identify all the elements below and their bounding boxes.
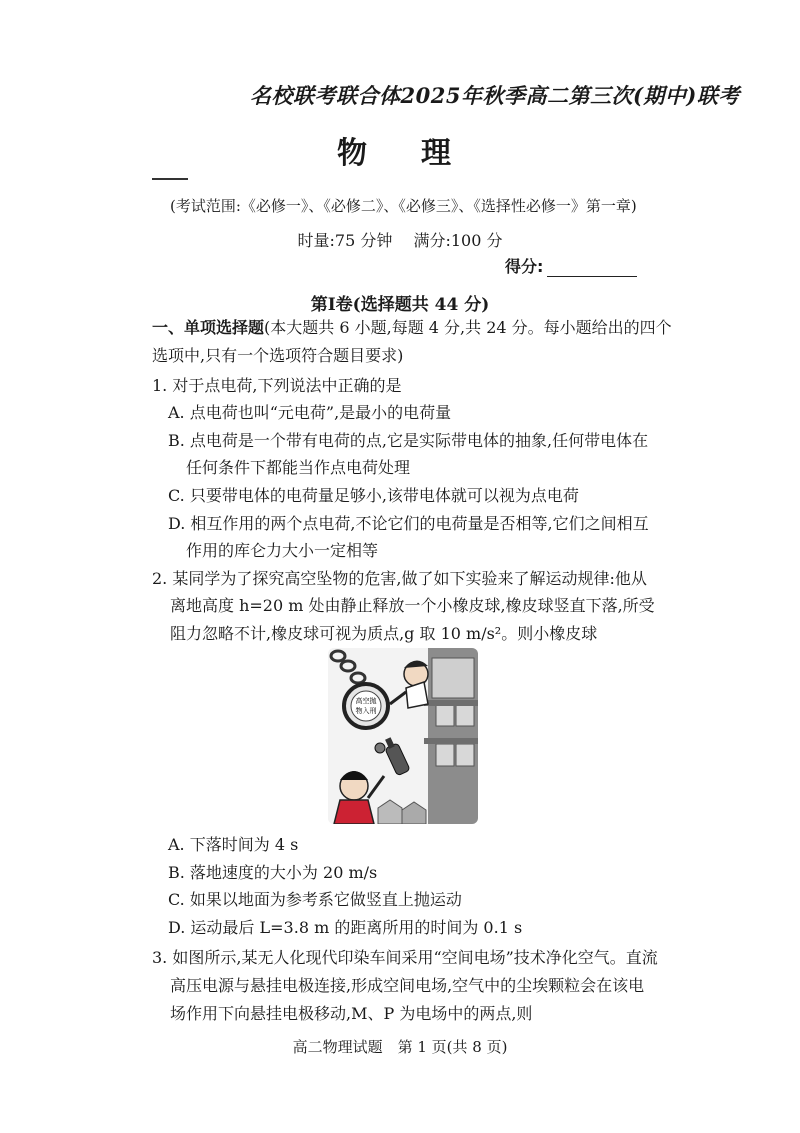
q2-stem-line3: 阻力忽略不计,橡皮球可视为质点,g 取 10 m/s²。则小橡皮球 xyxy=(170,624,598,643)
q2-stem-line2: 离地高度 h=20 m 处由静止释放一个小橡皮球,橡皮球竖直下落,所受 xyxy=(170,596,655,615)
q1-option-c: C. 只要带电体的电荷量足够小,该带电体就可以视为点电荷 xyxy=(168,486,579,505)
sign-line2: 物入刑 xyxy=(355,707,377,715)
cartoon-illustration xyxy=(328,648,478,824)
q1-option-d-line2: 作用的库仑力大小一定相等 xyxy=(186,541,379,560)
q1-option-d-line1: D. 相互作用的两个点电荷,不论它们的电荷量是否相等,它们之间相互 xyxy=(168,514,649,533)
score-label: 得分: xyxy=(505,257,544,276)
q3-stem-line2: 高压电源与悬挂电极连接,形成空间电场,空气中的尘埃颗粒会在该电 xyxy=(170,976,645,995)
section-desc-line1: (本大题共 6 小题,每题 4 分,共 24 分。每小题给出的四个 xyxy=(264,318,672,337)
page-footer: 高二物理试题 第 1 页(共 8 页) xyxy=(292,1038,508,1056)
exam-scope: (考试范围:《必修一》、《必修二》、《必修三》、《选择性必修一》第一章) xyxy=(170,197,637,215)
q2-option-d: D. 运动最后 L=3.8 m 的距离所用的时间为 0.1 s xyxy=(168,918,523,937)
q2-option-c: C. 如果以地面为参考系它做竖直上抛运动 xyxy=(168,890,462,909)
q3-stem-line1: 3. 如图所示,某无人化现代印染车间采用“空间电场”技术净化空气。直流 xyxy=(152,948,658,967)
exam-title: 名校联考联合体2025年秋季高二第三次(期中)联考 xyxy=(250,83,740,108)
section-desc-line2: 选项中,只有一个选项符合题目要求) xyxy=(152,346,404,365)
time-and-score: 时量:75 分钟 满分:100 分 xyxy=(297,231,503,250)
q1-option-b-line1: B. 点电荷是一个带有电荷的点,它是实际带电体的抽象,任何带电体在 xyxy=(168,431,649,450)
falling-object-cartoon xyxy=(328,648,478,824)
subject-title: 物 理 xyxy=(337,136,463,171)
part-title: 第Ⅰ卷(选择题共 44 分) xyxy=(310,295,490,315)
q2-option-b: B. 落地速度的大小为 20 m/s xyxy=(168,863,378,882)
q3-stem-line3: 场作用下向悬挂电极移动,M、P 为电场中的两点,则 xyxy=(170,1004,533,1023)
section-heading: 一、单项选择题 xyxy=(152,318,265,337)
q2-option-a: A. 下落时间为 4 s xyxy=(168,835,299,854)
score-blank xyxy=(547,262,637,277)
q2-stem-line1: 2. 某同学为了探究高空坠物的危害,做了如下实验来了解运动规律:他从 xyxy=(152,569,647,588)
score-field xyxy=(505,254,637,277)
q1-option-a: A. 点电荷也叫“元电荷”,是最小的电荷量 xyxy=(168,403,452,422)
sign-line1: 高空抛 xyxy=(355,697,377,705)
decorative-dash xyxy=(152,178,188,180)
q1-stem: 1. 对于点电荷,下列说法中正确的是 xyxy=(152,376,402,395)
section-heading-line xyxy=(152,318,672,337)
q1-option-b-line2: 任何条件下都能当作点电荷处理 xyxy=(186,458,411,477)
